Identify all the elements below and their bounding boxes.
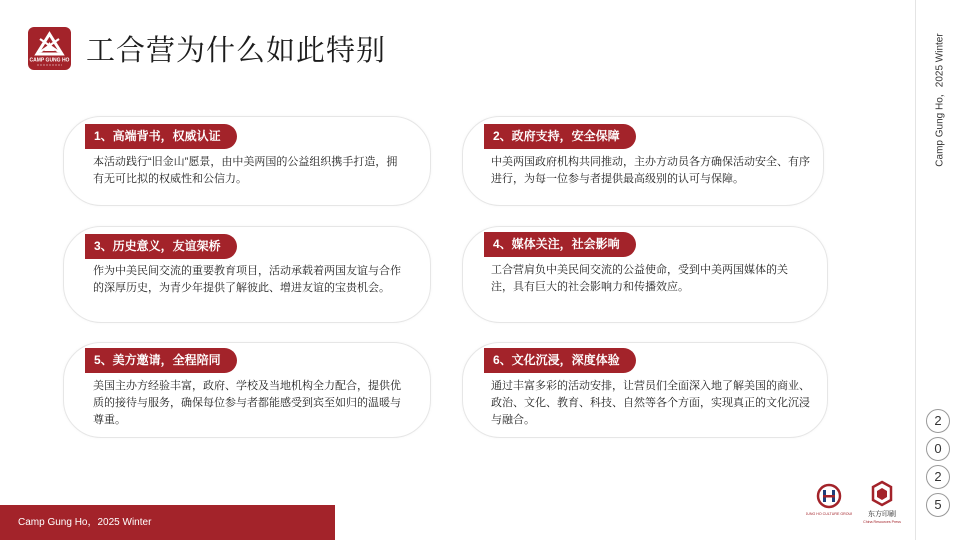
feature-card-6-badge: 6、文化沉浸，深度体验 bbox=[484, 348, 636, 373]
feature-card-3-badge: 3、历史意义，友谊架桥 bbox=[85, 234, 237, 259]
year-digit: 2 bbox=[926, 465, 950, 489]
feature-card-2-badge: 2、政府支持，安全保障 bbox=[484, 124, 636, 149]
vertical-caption-text: Camp Gung Ho，2025 Winter bbox=[934, 33, 945, 167]
footer-text: Camp Gung Ho，2025 Winter bbox=[18, 517, 152, 528]
svg-text:China Resources Press: China Resources Press bbox=[863, 520, 901, 524]
camp-gung-ho-logo bbox=[28, 27, 71, 70]
footer-bar bbox=[0, 505, 335, 540]
svg-text:GUNG HO CULTURE GROUP: GUNG HO CULTURE GROUP bbox=[806, 512, 852, 516]
svg-text:东方印刷: 东方印刷 bbox=[868, 510, 896, 518]
feature-card-1-body: 本活动践行“旧金山”愿景，由中美两国的公益组织携手打造，拥有无可比拟的权威性和公信力。 bbox=[93, 156, 398, 185]
year-digit: 0 bbox=[926, 437, 950, 461]
feature-card-4-badge: 4、媒体关注，社会影响 bbox=[484, 232, 636, 257]
page-title: 工合营为什么如此特别 bbox=[86, 33, 387, 67]
feature-card-2-body: 中美两国政府机构共同推动，主办方动员各方确保活动安全、有序进行，为每一位参与者提供最高级别的认可与保障。 bbox=[491, 156, 810, 185]
feature-card-5-body: 美国主办方经验丰富，政府、学校及当地机构全力配合，提供优质的接待与服务，确保每位参与者都能感受到宾至如归的温暖与尊重。 bbox=[93, 380, 401, 426]
feature-card-6-body: 通过丰富多彩的活动安排，让营员们全面深入地了解美国的商业、政治、文化、教育、科技、自然等各个方面，实现真正的文化沉浸与融合。 bbox=[491, 380, 810, 426]
feature-card-3-body: 作为中美民间交流的重要教育项目，活动承载着两国友谊与合作的深厚历史，为青少年提供了解彼此、增进友谊的宝贵机会。 bbox=[93, 265, 401, 294]
feature-card-5-badge: 5、美方邀请，全程陪同 bbox=[85, 348, 237, 373]
feature-card-1-badge: 1、高端背书，权威认证 bbox=[85, 124, 237, 149]
china-resources-press-logo bbox=[858, 480, 906, 526]
feature-card-4-body: 工合营肩负中美民间交流的公益使命，受到中美两国媒体的关注，具有巨大的社会影响力和传播效应。 bbox=[491, 264, 788, 293]
gung-ho-culture-logo bbox=[806, 482, 852, 524]
year-digit: 2 bbox=[926, 409, 950, 433]
svg-text:CAMP GUNG HO: CAMP GUNG HO bbox=[29, 57, 70, 64]
vertical-caption bbox=[915, 20, 960, 180]
year-digit: 5 bbox=[926, 493, 950, 517]
